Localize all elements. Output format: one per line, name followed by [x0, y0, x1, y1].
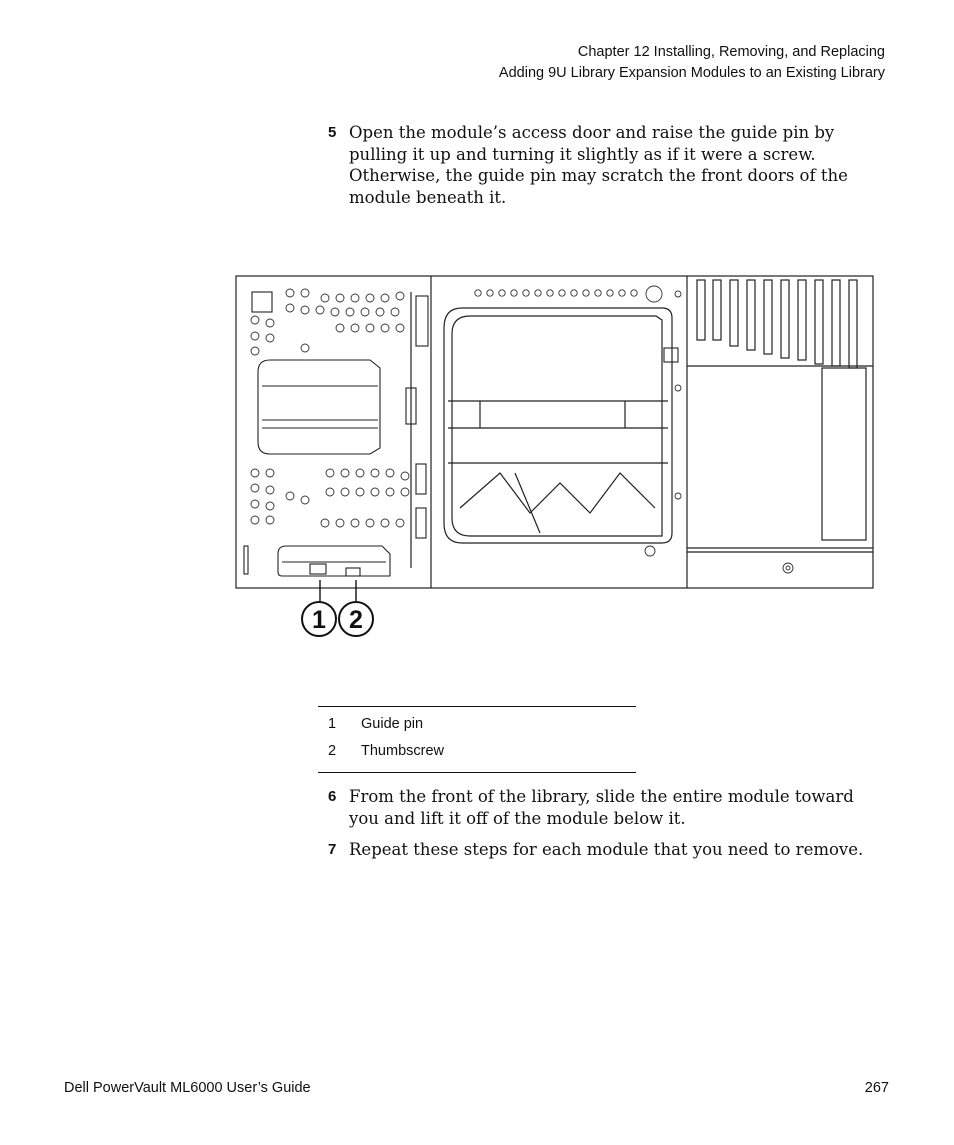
- legend-label: Thumbscrew: [361, 743, 444, 759]
- step-text: Open the module’s access door and raise the guide pin by pulling it up and turning it slightly as if it were a screw. Otherwise, the guide pin may scratch the front doors of the module beneath it.: [349, 123, 848, 207]
- page-footer: [64, 1080, 889, 1096]
- figure-legend: [318, 706, 636, 773]
- step-text: From the front of the library, slide the entire module toward you and lift it off of the module below it.: [349, 787, 854, 828]
- step-number: 6: [328, 788, 337, 805]
- step-7: [328, 839, 888, 861]
- legend-number: 1: [328, 716, 337, 732]
- step-number: 7: [328, 841, 337, 858]
- step-number: 5: [328, 124, 337, 141]
- legend-number: 2: [328, 743, 337, 759]
- legend-label: Guide pin: [361, 716, 424, 732]
- callout-1-label: 1: [312, 606, 326, 634]
- step-6: [328, 786, 888, 829]
- section-title: Adding 9U Library Expansion Modules to an Existing Library: [498, 65, 885, 81]
- step-text: Repeat these steps for each module that you need to remove.: [349, 840, 864, 859]
- chapter-title: Chapter 12 Installing, Removing, and Replacing: [577, 44, 885, 60]
- legend-row: [318, 738, 636, 765]
- step-5: [328, 122, 888, 208]
- legend-row: [318, 711, 636, 738]
- callout-2-label: 2: [349, 606, 363, 634]
- guide-title: Dell PowerVault ML6000 User’s Guide: [64, 1080, 311, 1096]
- module-rear-illustration: [230, 268, 880, 640]
- page-header: [499, 42, 885, 84]
- page-number: 267: [864, 1080, 889, 1096]
- module-line-drawing: [230, 268, 880, 640]
